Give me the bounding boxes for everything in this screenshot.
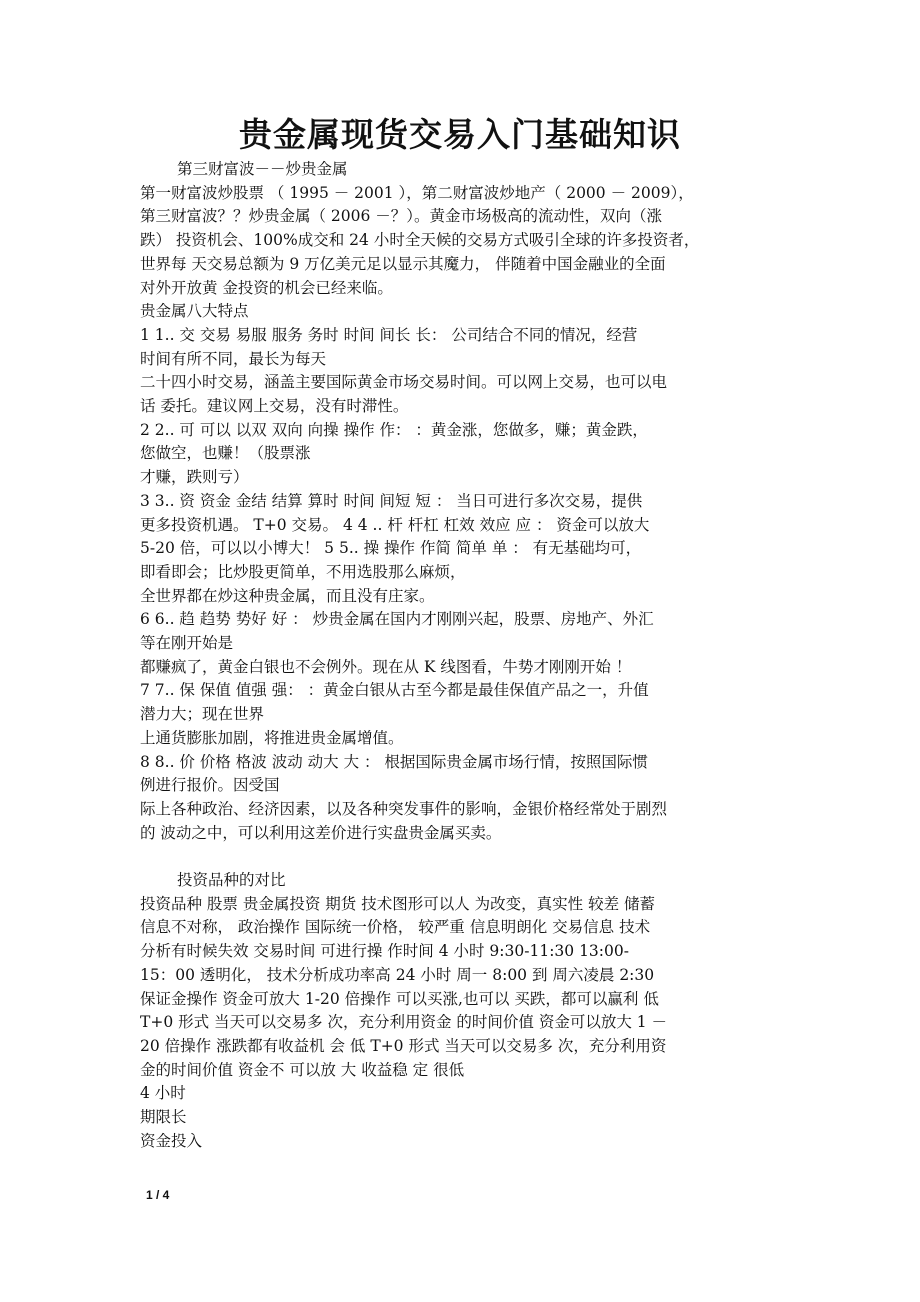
paragraph-line: 等在刚开始是 — [140, 634, 234, 653]
document-title: 贵金属现货交易入门基础知识 — [239, 115, 681, 154]
paragraph-line: 您做空，也赚！（股票涨 — [140, 444, 311, 463]
paragraph-line: 15：00 透明化， 技术分析成功率高 24 小时 周一 8:00 到 周六凌晨 2:30 — [140, 965, 655, 984]
paragraph-line: 信息不对称， 政治操作 国际统一价格， 较严重 信息明朗化 交易信息 技术 — [140, 918, 651, 937]
paragraph-line: 才赚，跌则亏） — [140, 468, 249, 487]
paragraph-line: 投资品种 股票 贵金属投资 期货 技术图形可以人 为改变，真实性 较差 储蓄 — [140, 894, 655, 913]
paragraph-line: 8 8.. 价 价格 格波 波动 动大 大 ： 根据国际贵金属市场行情，按照国际惯 — [140, 752, 648, 771]
paragraph-line: 6 6.. 趋 趋势 势好 好 ： 炒贵金属在国内才刚刚兴起，股票、房地产、外汇 — [140, 610, 654, 629]
page-number: 1 / 4 — [146, 1188, 170, 1202]
paragraph-line: 资金投入 — [140, 1131, 203, 1150]
paragraph-line: 全世界都在炒这种贵金属，而且没有庄家。 — [140, 586, 435, 605]
paragraph-line: 期限长 — [140, 1108, 187, 1127]
paragraph-line: 保证金操作 资金可放大 1-20 倍操作 可以买涨,也可以 买跌，都可以赢利 低 — [140, 989, 659, 1008]
paragraph-line: 际上各种政治、经济因素，以及各种突发事件的影响，金银价格经常处于剧烈 — [140, 799, 668, 818]
paragraph-line: 跌） 投资机会、100%成交和 24 小时全天候的交易方式吸引全球的许多投资者， — [140, 231, 700, 250]
paragraph-line: 第三财富波？？炒贵金属（ 2006 －？）。黄金市场极高的流动性，双向（涨 — [140, 207, 663, 226]
paragraph-line: 即看即会；比炒股更简单，不用选股那么麻烦， — [140, 562, 466, 581]
paragraph-line: 第一财富波炒股票 （ 1995 － 2001 ），第二财富波炒地产（ 2000 － 2009）， — [140, 183, 694, 202]
section-heading: 投资品种的对比 — [177, 871, 286, 890]
paragraph-line: 话 委托。建议网上交易，没有时滞性。 — [140, 397, 409, 416]
paragraph-line: T+0 形式 当天可以交易多 次，充分利用资金 的时间价值 资金可以放大 1 － — [140, 1013, 668, 1032]
paragraph-line: 金的时间价值 资金不 可以放 大 收益稳 定 很低 — [140, 1060, 465, 1079]
paragraph-line: 时间有所不同，最长为每天 — [140, 349, 327, 368]
paragraph-line: 20 倍操作 涨跌都有收益机 会 低 T+0 形式 当天可以交易多 次，充分利用资 — [140, 1037, 667, 1055]
paragraph-line: 分析有时候失效 交易时间 可进行操 作时间 4 小时 9:30-11:30 13:00- — [140, 942, 629, 961]
paragraph-line: 的 波动之中，可以利用这差价进行实盘贵金属买卖。 — [140, 823, 502, 842]
blank-line — [140, 845, 790, 869]
paragraph-line: 世界每 天交易总额为 9 万亿美元足以显示其魔力， 伴随着中国金融业的全面 — [140, 254, 666, 273]
paragraph-line: 二十四小时交易，涵盖主要国际黄金市场交易时间。可以网上交易，也可以电 — [140, 373, 668, 392]
paragraph-line: 都赚疯了，黄金白银也不会例外。现在从 K 线图看，牛势才刚刚开始 ！ — [140, 657, 632, 676]
paragraph-line: 潜力大；现在世界 — [140, 705, 265, 724]
paragraph-line: 7 7.. 保 保值 值强 强： ：黄金白银从古至今都是最佳保值产品之一，升值 — [140, 681, 649, 700]
paragraph-line: 2 2.. 可 可以 以双 双向 向操 操作 作： ：黄金涨，您做多，赚；黄金跌， — [140, 420, 648, 439]
section-heading: 贵金属八大特点 — [140, 302, 249, 321]
paragraph-line: 4 小时 — [140, 1084, 186, 1103]
subtitle-line: 第三财富波－－炒贵金属 — [177, 160, 348, 178]
document-body — [140, 158, 790, 1154]
paragraph-line: 3 3.. 资 资金 金结 结算 算时 时间 间短 短 ： 当日可进行多次交易，提供 — [140, 491, 643, 510]
paragraph-line: 上通货膨胀加剧，将推进贵金属增值。 — [140, 728, 404, 747]
paragraph-line: 对外开放黄 金投资的机会已经来临。 — [140, 278, 393, 297]
paragraph-line: 例进行报价。因受国 — [140, 776, 280, 795]
paragraph-line: 1 1.. 交 交易 易服 服务 务时 时间 间长 长： 公司结合不同的情况，经营 — [140, 325, 638, 344]
paragraph-line: 更多投资机遇。 T+0 交易。 4 4 .. 杆 杆杠 杠效 效应 应 ： 资金可以放大 — [140, 515, 650, 534]
paragraph-line: 5-20 倍，可以以小博大！ 5 5.. 操 操作 作简 简单 单 ： 有无基础均可， — [140, 539, 642, 558]
